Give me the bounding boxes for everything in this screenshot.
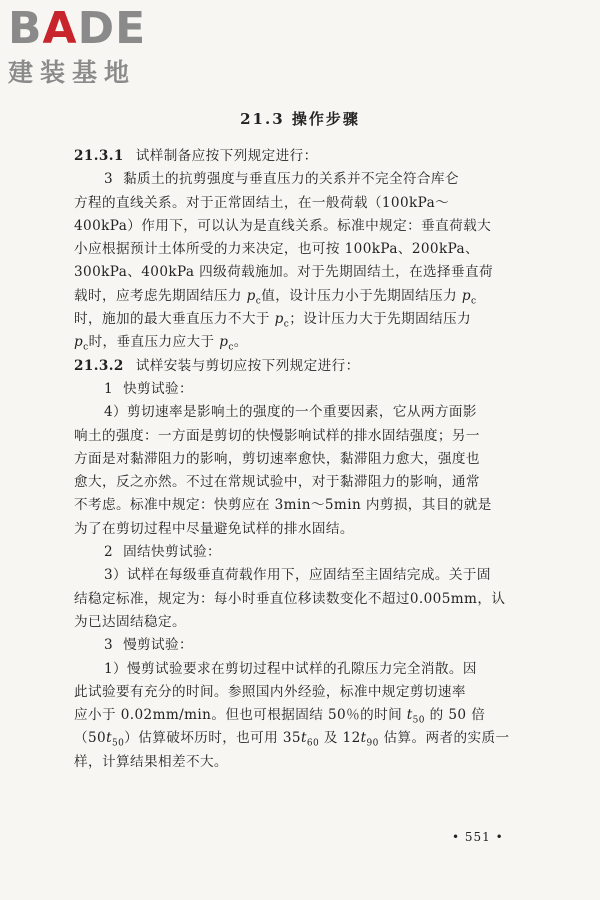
text-fragment: 。 — [233, 334, 248, 351]
text-line: 响土的强度：一方面是剪切的快慢影响试样的排水固结强度；另一 — [74, 427, 480, 444]
text-line — [74, 285, 544, 308]
text-fragment: 估算。两者的实质一 — [378, 730, 510, 747]
symbol-t: t — [360, 730, 367, 747]
item-number: 1 — [104, 380, 114, 397]
clause-number: 21.3.1 — [74, 148, 124, 164]
clause-21-3-2 — [74, 355, 544, 378]
document-body — [74, 145, 544, 774]
text-line: 方面是对黏滞阻力的影响，剪切速率愈快，黏滞阻力愈大，强度也 — [74, 450, 480, 467]
symbol-sub-c: c — [228, 343, 234, 354]
text-line: 样，计算结果相差不大。 — [74, 753, 228, 770]
text-line: 结稳定标准，规定为：每小时垂直位移读数变化不超过0.005mm，认 — [74, 590, 506, 607]
item-number: 3 — [104, 637, 114, 654]
text-line: 愈大，反之亦然。不过在常规试验中，对于黏滞阻力的影响，通常 — [74, 474, 480, 491]
text-fragment: 应小于 0.02mm/min。但也可根据固结 50％的时间 — [74, 707, 407, 724]
item-2-line — [74, 541, 544, 564]
text-line — [74, 331, 544, 354]
item-text: 快剪试验： — [123, 380, 194, 397]
text-line: 1）慢剪试验要求在剪切过程中试样的孔隙压力完全消散。因 — [104, 660, 477, 677]
text-line — [74, 704, 544, 727]
clause-text: 试样制备应按下列规定进行： — [135, 148, 318, 164]
text-fragment: 时，施加的最大垂直压力不大于 — [74, 311, 275, 328]
symbol-t: t — [300, 730, 307, 747]
text-line: 为已达固结稳定。 — [74, 613, 186, 630]
text-line: 方程的直线关系。对于正常固结土，在一般荷载（100kPa～ — [74, 194, 450, 211]
item-text: 固结快剪试验： — [123, 544, 222, 561]
text-fragment: 及 12 — [319, 730, 361, 747]
text-line: 3）试样在每级垂直荷载作用下，应固结至主固结完成。关于固 — [104, 567, 491, 584]
text-fragment: 载时，应考虑先期固结压力 — [74, 287, 247, 304]
item-text: 慢剪试验： — [123, 637, 194, 654]
symbol-p: p — [219, 334, 229, 351]
symbol-t: t — [406, 707, 413, 724]
logo-wordmark — [8, 3, 178, 54]
item-3-line — [74, 168, 544, 191]
clause-number: 21.3.2 — [74, 357, 124, 374]
text-line — [74, 308, 544, 331]
text-fragment: 的 50 倍 — [424, 707, 486, 724]
text-fragment: ）估算破坏历时，也可用 35 — [124, 730, 301, 747]
text-fragment: 时，垂直压力应大于 — [88, 334, 220, 351]
item-1-line — [74, 378, 544, 401]
item-text: 黏质土的抗剪强度与垂直压力的关系并不完全符合库仑 — [123, 171, 459, 188]
text-fragment: ；设计压力大于先期固结压力 — [289, 311, 472, 328]
text-line: 4）剪切速率是影响土的强度的一个重要因素，它从两方面影 — [104, 404, 477, 421]
item-number: 2 — [104, 544, 114, 561]
symbol-sub: 60 — [306, 739, 320, 750]
logo-letters: DE — [77, 3, 147, 54]
text-line: 此试验要有充分的时间。参照国内外经验，标准中规定剪切速率 — [74, 683, 466, 700]
text-fragment: 值，设计压力小于先期固结压力 — [261, 287, 462, 304]
page-number: • 551 • — [452, 830, 504, 844]
symbol-sub-c: c — [83, 343, 89, 354]
text-line: 为了在剪切过程中尽量避免试样的排水固结。 — [74, 520, 354, 537]
section-heading: 21.3 操作步骤 — [240, 110, 360, 128]
symbol-sub-c: c — [283, 319, 290, 330]
clause-text: 试样安装与剪切应按下列规定进行： — [135, 357, 360, 374]
logo-accent-letter: A — [42, 3, 78, 54]
text-line: 不考虑。标准中规定：快剪应在 3min～5min 内剪损，其目的就是 — [74, 497, 492, 514]
item-3b-line — [74, 634, 544, 657]
symbol-sub: 50 — [412, 715, 425, 726]
text-fragment: （50 — [74, 730, 107, 747]
symbol-p: p — [74, 334, 84, 351]
symbol-sub-c: c — [255, 296, 262, 307]
text-line: 小应根据预计土体所受的力来决定，也可按 100kPa、200kPa、 — [74, 241, 480, 258]
symbol-sub-c: c — [470, 296, 477, 307]
clause-21-3-1 — [74, 145, 544, 168]
text-line — [74, 727, 544, 750]
symbol-p: p — [246, 287, 256, 304]
logo — [8, 3, 178, 90]
symbol-p: p — [274, 311, 284, 328]
symbol-sub: 90 — [366, 739, 379, 750]
symbol-t: t — [106, 730, 112, 747]
logo-letter: B — [8, 3, 43, 54]
text-line: 300kPa、400kPa 四级荷载施加。对于先期固结土，在选择垂直荷 — [74, 264, 494, 281]
symbol-p: p — [461, 287, 471, 304]
item-number: 3 — [104, 171, 114, 188]
text-line: 400kPa）作用下，可以认为是直线关系。标准中规定：垂直荷载大 — [74, 217, 492, 234]
symbol-sub: 50 — [111, 739, 125, 750]
logo-subtitle: 建装基地 — [8, 58, 137, 87]
